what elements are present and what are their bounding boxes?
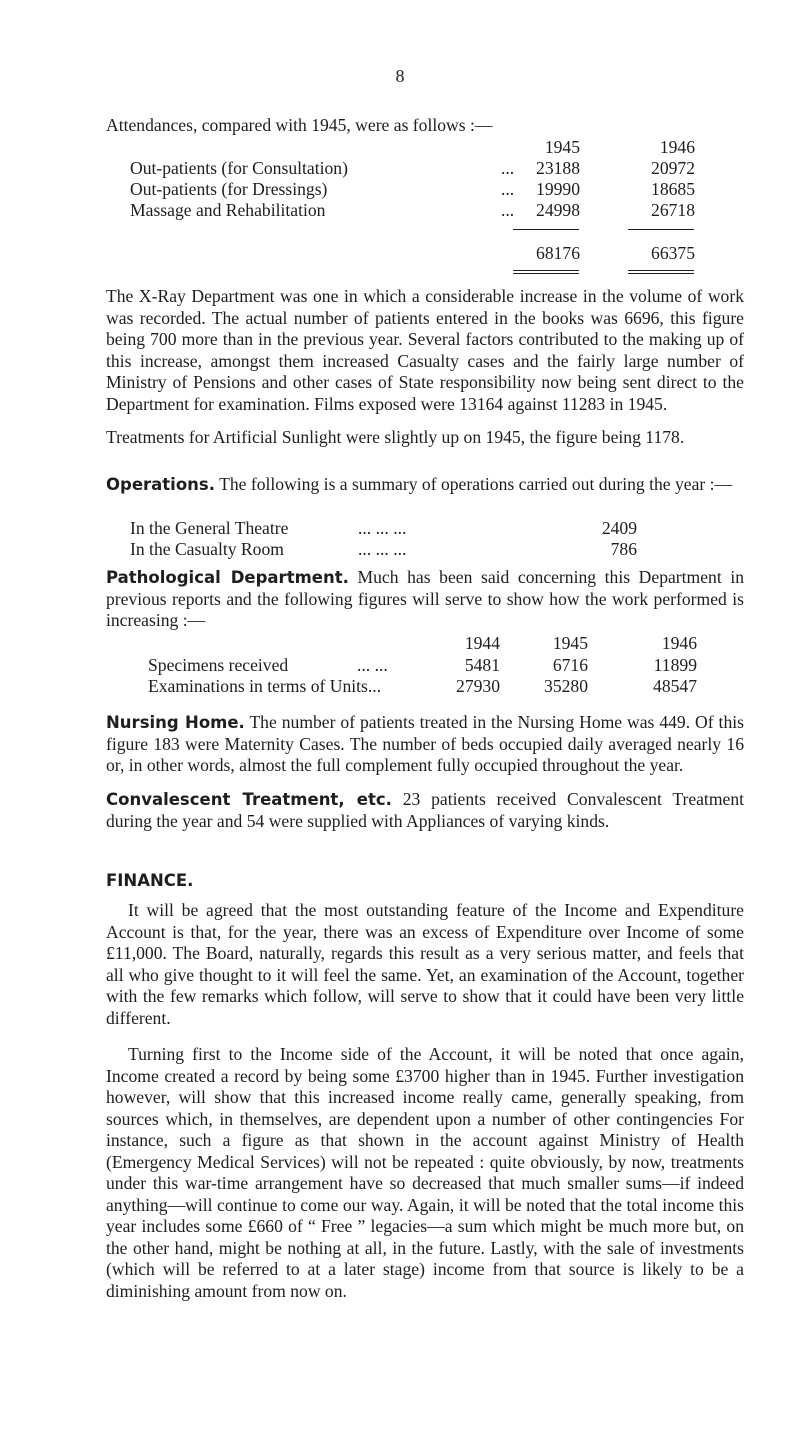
attendances-row-label: Out-patients (for Consultation): [130, 158, 348, 178]
operations-row-value: 786: [610, 539, 637, 559]
operations-row-label: In the General Theatre: [130, 518, 289, 538]
pathology-row-1946: 48547: [653, 676, 697, 696]
subtotal-rule-1945: [513, 229, 579, 230]
finance-heading: FINANCE.: [106, 871, 194, 890]
sunlight-text: Treatments for Artificial Sunlight were slightly up on 1945, the figure being 1178.: [106, 427, 685, 447]
pathology-col-1946: 1946: [661, 633, 697, 653]
attendances-row-1946: 20972: [651, 158, 695, 178]
pathology-row-label: Examinations in terms of Units...: [148, 676, 382, 696]
operations-paragraph: [106, 474, 744, 496]
operations-row-leader: ... ... ...: [358, 518, 407, 538]
nursing-paragraph: [106, 712, 744, 777]
pathology-row-1945: 6716: [552, 655, 588, 675]
attendances-total-1946: 66375: [651, 243, 695, 263]
convalescent-heading: Convalescent Treatment, etc.: [106, 790, 392, 809]
pathology-row-1944: 27930: [456, 676, 500, 696]
attendances-row-label: Out-patients (for Dressings): [130, 179, 328, 199]
pathology-row-1946: 11899: [653, 655, 697, 675]
operations-row-value: 2409: [601, 518, 637, 538]
pathology-row-1944: 5481: [464, 655, 500, 675]
attendances-col-1946: 1946: [659, 137, 695, 157]
pathology-col-1944: 1944: [464, 633, 500, 653]
subtotal-rule-1946: [628, 229, 694, 230]
operations-row-label: In the Casualty Room: [130, 539, 284, 559]
attendances-row-1946: 18685: [651, 179, 695, 199]
total-double-rule-1945: [513, 270, 579, 274]
finance-paragraph-2: Turning first to the Income side of the Account, it will be noted that once again, Income created a record by being some £3700 higher than in 1945. Further investigation however, will show that this increased income really came, generally speaking, from sources which, in themselves, are dependent upon a number of other contingencies For instance, such a figure as that shown in the account against Ministry of Health (Emergency Medical Services) will not be repeated : quite obviously, by now, treatments under this war-time arrangement have so decreased that much smaller sums—if indeed anything—will continue to come our way. Again, it will be noted that the total income this year includes some £660 of “ Free ” legacies—a sum which might be much more but, on the other hand, might be nothing at all, in the future. Lastly, with the sale of investments (which will be referred to at a later stage) income from that source is likely to be a diminishing amount from now on.: [106, 1044, 744, 1301]
nursing-text: The number of patients treated in the Nursing Home was 449. Of this figure 183 were Maternity Cases. The number of beds occupied daily averaged nearly 16 or, in other words, almost the full complement fully occupied throughout the year.: [106, 712, 744, 775]
operations-text: The following is a summary of operations carried out during the year :—: [219, 474, 733, 494]
nursing-heading: Nursing Home.: [106, 713, 245, 732]
finance-paragraph-1: It will be agreed that the most outstanding feature of the Income and Expenditure Account is that, for the year, there was an excess of Expenditure over Income of some £11,000. The Board, naturally, regards this result as a very serious matter, and feels that all who give thought to it will feel the same. Yet, an examination of the Account, together with the few remarks which follow, will serve to show that it could have been very little different.: [106, 900, 744, 1028]
operations-row-leader: ... ... ...: [358, 539, 407, 559]
operations-heading: Operations.: [106, 475, 216, 494]
sunlight-paragraph: [106, 427, 744, 449]
attendances-row-leader: ...: [501, 200, 515, 220]
xray-paragraph: The X-Ray Department was one in which a considerable increase in the volume of work was recorded. The actual number of patients entered in the books was 6696, this figure being 700 more than in the previous year. Several factors contributed to the making up of this increase, amongst them increased Casualty cases and the fairly large number of Ministry of Pensions and other cases of State responsibility now being sent direct to the Department for examination. Films exposed were 13164 against 11283 in 1945.: [106, 286, 744, 414]
pathology-col-1945: 1945: [552, 633, 588, 653]
attendances-col-1945: 1945: [544, 137, 580, 157]
pathology-paragraph: [106, 567, 744, 632]
pathology-row-leader: ... ...: [357, 655, 388, 675]
convalescent-paragraph: [106, 789, 744, 832]
attendances-row-label: Massage and Rehabilitation: [130, 200, 326, 220]
pathology-heading: Pathological Department.: [106, 568, 349, 587]
attendances-row-1945: 23188: [536, 158, 580, 178]
attendances-row-leader: ...: [501, 158, 515, 178]
attendances-total-1945: 68176: [536, 243, 580, 263]
attendances-row-leader: ...: [501, 179, 515, 199]
attendances-row-1945: 24998: [536, 200, 580, 220]
attendances-intro: Attendances, compared with 1945, were as follows :—: [106, 115, 493, 135]
pathology-row-1945: 35280: [544, 676, 588, 696]
total-double-rule-1946: [628, 270, 694, 274]
attendances-row-1945: 19990: [536, 179, 580, 199]
pathology-row-label: Specimens received: [148, 655, 289, 675]
convalescent-text: 23 patients received Convalescent Treatment during the year and 54 were supplied with Appliances of varying kinds.: [106, 789, 745, 831]
page-number: 8: [395, 66, 405, 86]
attendances-row-1946: 26718: [651, 200, 695, 220]
pathology-text: Much has been said concerning this Department in previous reports and the following figures will serve to show how the work performed is increasing :—: [106, 567, 745, 630]
